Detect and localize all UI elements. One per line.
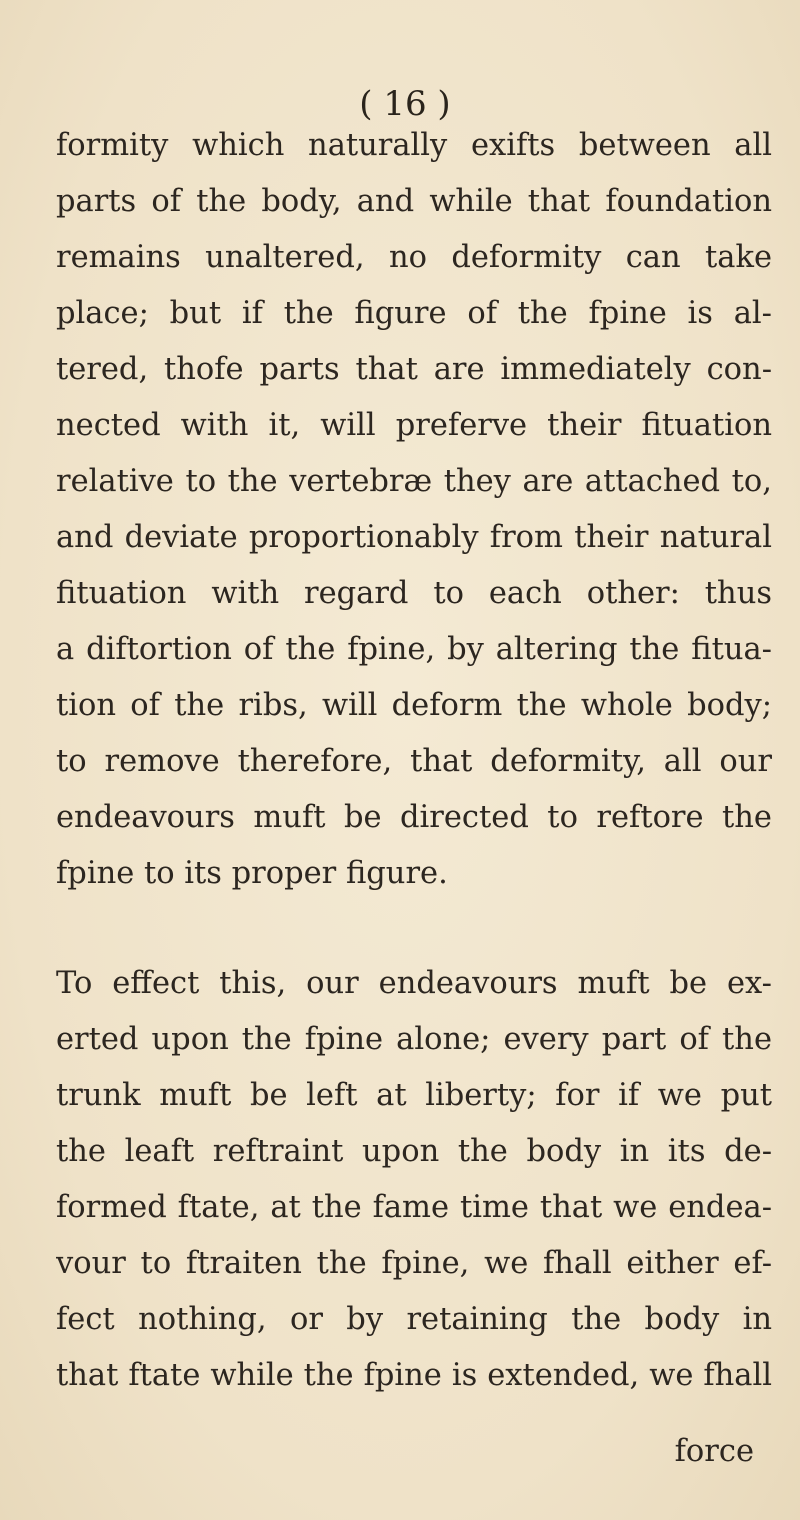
- text-line: tered, thofe parts that are immediately con-: [56, 352, 772, 387]
- text-line: formity which naturally exifts between all: [56, 128, 772, 163]
- text-line: remains unaltered, no deformity can take: [56, 240, 772, 275]
- text-line: fect nothing, or by retaining the body in: [56, 1302, 772, 1337]
- text-line: to remove therefore, that deformity, all our: [56, 744, 772, 779]
- text-line: erted upon the fpine alone; every part of the: [56, 1022, 772, 1057]
- text-line: place; but if the figure of the fpine is al-: [56, 296, 772, 331]
- paragraph-break: [56, 902, 772, 956]
- text-line: trunk muft be left at liberty; for if we put: [56, 1078, 772, 1113]
- text-line: fpine to its proper figure.: [56, 856, 448, 891]
- text-line: relative to the vertebræ they are attached to,: [56, 464, 772, 499]
- catchword: force: [674, 1434, 754, 1469]
- body-text: [56, 118, 772, 1404]
- text-line: and deviate proportionably from their natural: [56, 520, 772, 555]
- text-line: To effect this, our endeavours muft be ex-: [56, 966, 772, 1001]
- text-line: the leaft reftraint upon the body in its de-: [56, 1134, 772, 1169]
- text-line: fituation with regard to each other: thus: [56, 576, 772, 611]
- text-line: formed ftate, at the fame time that we endea-: [56, 1190, 772, 1225]
- text-line: that ftate while the fpine is extended, we fhall: [56, 1358, 772, 1393]
- text-line: tion of the ribs, will deform the whole body;: [56, 688, 772, 723]
- text-line: a diftortion of the fpine, by altering the fitua-: [56, 632, 772, 667]
- text-line: vour to ftraiten the fpine, we fhall either ef-: [56, 1246, 772, 1281]
- text-line: endeavours muft be directed to reftore the: [56, 800, 772, 835]
- page-number: ( 16 ): [359, 84, 451, 124]
- text-line: parts of the body, and while that foundation: [56, 184, 772, 219]
- text-line: nected with it, will preferve their fituation: [56, 408, 772, 443]
